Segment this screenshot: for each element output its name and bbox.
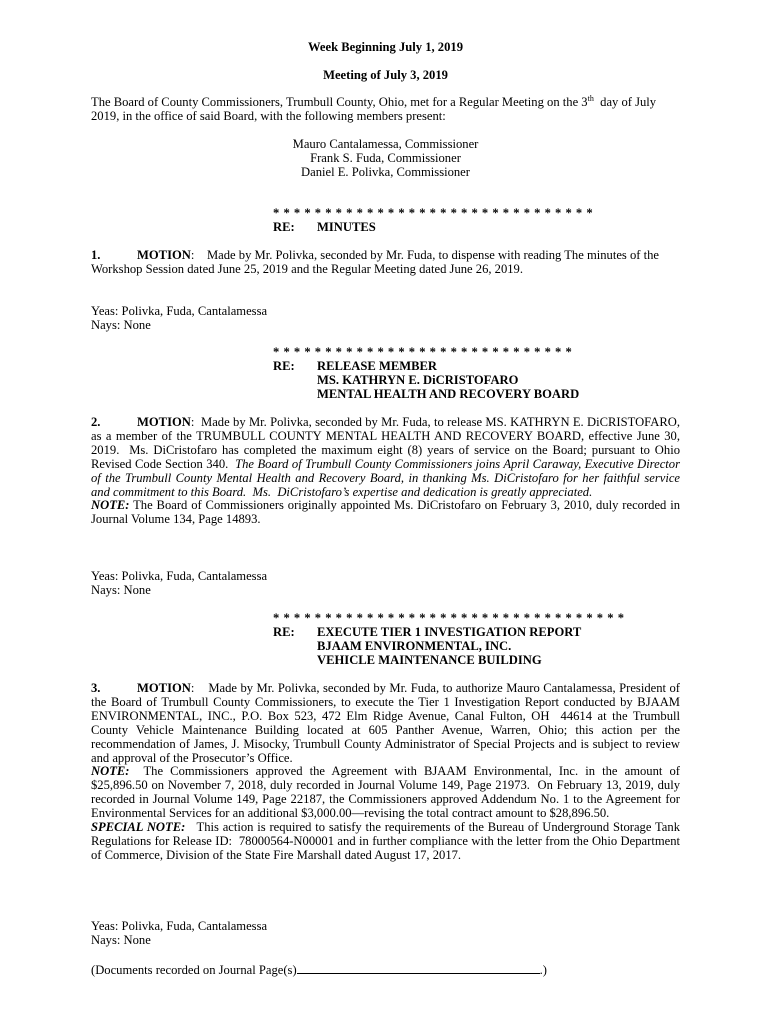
- journal-footer: (Documents recorded on Journal Page(s) .): [91, 963, 547, 977]
- nays: Nays: None: [91, 582, 151, 597]
- yeas: Yeas: Polivka, Fuda, Cantalamessa: [91, 919, 268, 933]
- motion-number: 2.: [91, 415, 101, 429]
- vote-2: [91, 570, 680, 598]
- member-name: Mauro Cantalamessa, Commissioner: [292, 137, 479, 151]
- re-label: RE:: [273, 220, 295, 234]
- vote-3: [91, 920, 680, 948]
- yeas: Yeas: Polivka, Fuda, Cantalamessa: [91, 569, 268, 583]
- re-heading-release-member: RE: RELEASE MEMBER MS. KATHRYN E. DiCRISTOFARO MENTAL HEALTH AND RECOVERY BOARD: [273, 359, 580, 401]
- note-label: NOTE:: [91, 498, 130, 513]
- motion-number: 3.: [91, 681, 101, 695]
- yeas: Yeas: Polivka, Fuda, Cantalamessa: [91, 304, 268, 318]
- week-heading: Week Beginning July 1, 2019: [308, 40, 463, 54]
- separator: * * * * * * * * * * * * * * * * * * * * * * * * * * * * * * *: [273, 206, 594, 220]
- member-name: Daniel E. Polivka, Commissioner: [301, 164, 470, 179]
- members-list: [91, 138, 680, 180]
- re-heading-minutes: RE: MINUTES: [273, 220, 376, 234]
- member-name: Frank S. Fuda, Commissioner: [310, 150, 461, 165]
- motion-number: 1.: [91, 248, 101, 262]
- re-label: RE:: [273, 625, 295, 639]
- nays: Nays: None: [91, 317, 151, 332]
- separator: * * * * * * * * * * * * * * * * * * * * * * * * * * * * *: [273, 345, 573, 359]
- re-heading-tier1: RE: EXECUTE TIER 1 INVESTIGATION REPORT BJAAM ENVIRONMENTAL, INC. VEHICLE MAINTENANCE BUILDING: [273, 625, 582, 667]
- journal-page-blank-line: [297, 962, 540, 974]
- nays: Nays: None: [91, 932, 151, 947]
- motion-label: MOTION: [137, 681, 191, 695]
- special-note-label: SPECIAL NOTE:: [91, 820, 186, 835]
- motion-1: 1. MOTION: Made by Mr. Polivka, seconded by Mr. Fuda, to dispense with reading The minutes of the Workshop Session dated June 25, 2019 and the Regular Meeting dated June 26, 2019.: [91, 248, 662, 276]
- motion-label: MOTION: [137, 248, 191, 262]
- motion-3: 3. MOTION: Made by Mr. Polivka, seconded by Mr. Fuda, to authorize Mauro Cantalamessa, President of the Board of Trumbull County Commissioners, to execute the Tier 1 Investigation Report conducted by BJAAM ENVIRONMENTAL, INC., P.O. Box 523, 472 Elm Ridge Avenue, Canal Fulton, OH 44614 at the Trumbull County Vehicle Maintenance Building located at 605 Panther Avenue, Warren, Ohio; this action per the recommendation of James, J. Misocky, Trumbull County Administrator of Special Projects and is subject to review and approval of the Prosecutor’s Office. NOTE: The Commissioners approved the Agreement with BJAAM Environmental, Inc. in the amount of $25,896.50 on November 7, 2018, duly recorded in Journal Volume 149, Page 21973. On February 13, 2019, duly recorded in Journal Volume 149, Page 22187, the Commissioners approved Addendum No. 1 to the Agreement for Environmental Services for an additional $3,000.00—revising the total contract amount to $28,896.50. SPECIAL NOTE: This action is required to satisfy the requirements of the Bureau of Underground Storage Tank Regulations for Release ID: 78000564-N00001 and in further compliance with the letter from the Ohio Department of Commerce, Division of the State Fire Marshall dated August 17, 2017.: [91, 681, 684, 862]
- vote-1: [91, 305, 680, 333]
- intro-paragraph: The Board of County Commissioners, Trumbull County, Ohio, met for a Regular Meeting on the 3th day of July 2019, in the office of said Board, with the following members present:: [91, 93, 660, 123]
- separator: * * * * * * * * * * * * * * * * * * * * * * * * * * * * * * * * * *: [273, 611, 625, 625]
- re-label: RE:: [273, 359, 295, 373]
- note-label: NOTE:: [91, 764, 130, 779]
- motion-label: MOTION: [137, 415, 191, 429]
- meeting-heading: Meeting of July 3, 2019: [323, 68, 448, 82]
- motion-2: 2. MOTION: Made by Mr. Polivka, seconded by Mr. Fuda, to release MS. KATHRYN E. DiCRISTOFARO, as a member of the TRUMBULL COUNTY MENTAL HEALTH AND RECOVERY BOARD, effective June 30, 2019. Ms. DiCristofaro has completed the maximum eight (8) years of service on the Board; pursuant to Ohio Revised Code Section 340. The Board of Trumbull County Commissioners joins April Caraway, Executive Director of the Trumbull County Mental Health and Recovery Board, in thanking Ms. DiCristofaro for her faithful service and commitment to this Board. Ms. DiCristofaro’s expertise and dedication is greatly appreciated. NOTE: The Board of Commissioners originally appointed Ms. DiCristofaro on February 3, 2010, duly recorded in Journal Volume 134, Page 14893.: [91, 415, 684, 527]
